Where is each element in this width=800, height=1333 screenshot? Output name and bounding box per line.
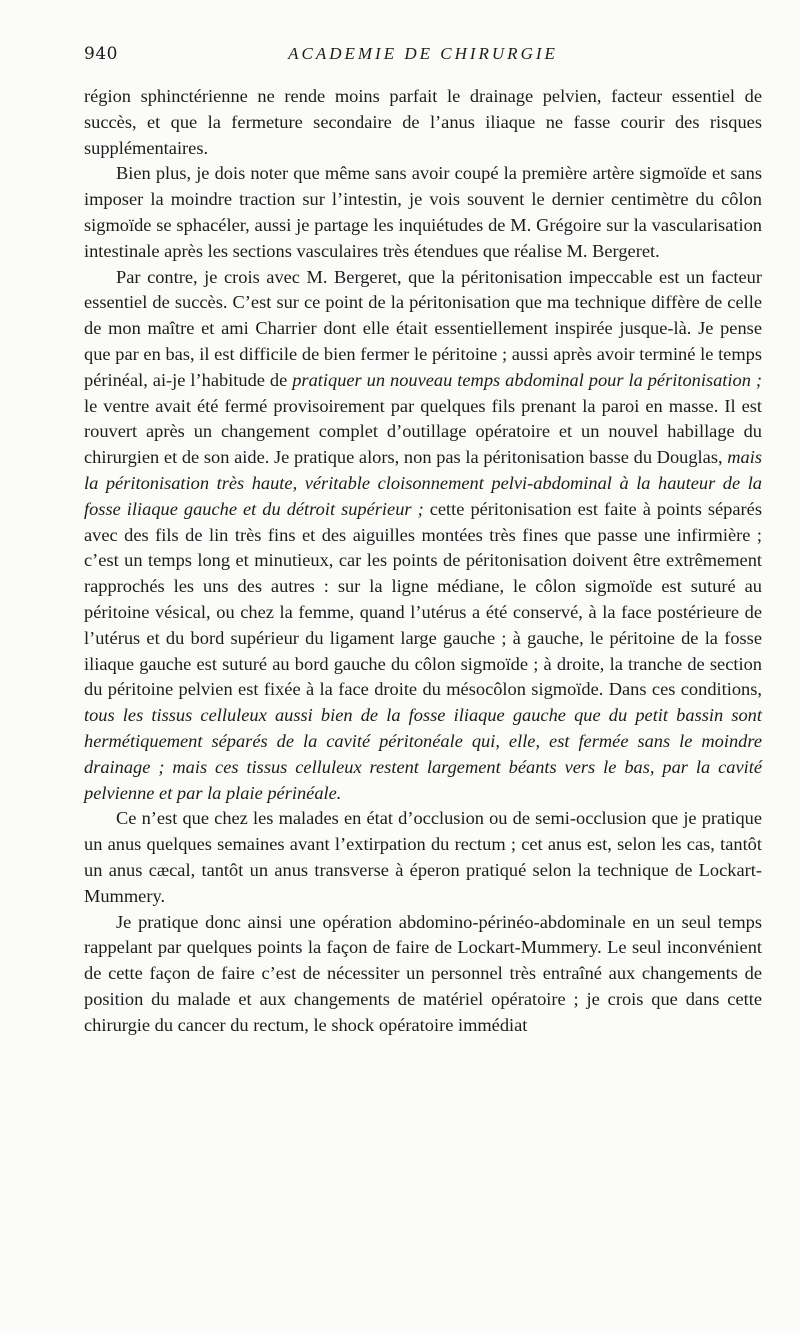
paragraph (84, 84, 762, 161)
text-run: Je pratique donc ainsi une opération abdomino-périnéo-abdominale en un seul temps rappelant par quelques points la façon de faire de Lockart-Mummery. Le seul inconvénient de cette façon de faire c’est de nécessiter un personnel très entraîné aux changements de position du malade et aux changements de matériel opératoire ; je crois que dans cette chirurgie du cancer du rectum, le shock opératoire immédiat (84, 911, 762, 1035)
paragraph (84, 806, 762, 909)
text-run: Par contre, je crois avec M. Bergeret, que la péritonisation impeccable est un facteur essentiel de succès. C’est sur ce point de la péritonisation que ma technique diffère de celle de mon maître et ami Charrier dont elle était essentiellement inspirée jusque-là. Je pense que par en bas, il est difficile de bien fermer le péritoine ; aussi après avoir terminé le temps périnéal, ai-je l’habitude de (84, 266, 762, 390)
running-title: ACADEMIE DE CHIRURGIE (288, 44, 558, 63)
paragraph (84, 265, 762, 807)
italic-text-run: pratiquer un nouveau temps abdominal pour la péritonisation ; (292, 369, 762, 390)
body-text (84, 84, 762, 1038)
page-header (84, 44, 762, 72)
text-run: cette péritonisation est faite à points séparés avec des fils de lin très fins et des aiguilles montées très fines que passe une infirmière ; c’est un temps long et minutieux, car les points de péritonisation doivent être extrêmement rapprochés les uns des autres : sur la ligne médiane, le côlon sigmoïde est suturé au péritoine vésical, ou chez la femme, quand l’utérus a été conservé, à la face postérieure de l’utérus et du bord supérieur du ligament large gauche ; à gauche, le péritoine de la fosse iliaque gauche est suturé au bord gauche du côlon sigmoïde ; à droite, la tranche de section du péritoine pelvien est fixée à la face droite du mésocôlon sigmoïde. Dans ces conditions, (84, 498, 762, 700)
paragraph (84, 910, 762, 1039)
text-run: Ce n’est que chez les malades en état d’occlusion ou de semi-occlusion que je pratique un anus quelques semaines avant l’extirpation du rectum ; cet anus est, selon les cas, tantôt un anus cæcal, tantôt un anus transverse à éperon pratiqué selon la technique de Lockart-Mummery. (84, 808, 762, 906)
text-run: Bien plus, je dois noter que même sans avoir coupé la première artère sigmoïde et sans imposer la moindre traction sur l’intestin, je vois souvent le dernier centimètre du côlon sigmoïde se sphacéler, aussi je partage les inquiétudes de M. Grégoire sur la vascularisation intestinale après les sections vasculaires très étendues que réalise M. Bergeret. (84, 163, 762, 261)
paragraph (84, 161, 762, 264)
italic-text-run: mais la péritonisation très haute, véritable cloisonnement pelvi-abdominal à la hauteur de la fosse iliaque gauche et du détroit supérieur ; (84, 447, 762, 519)
text-run: le ventre avait été fermé provisoirement par quelques fils prenant la paroi en masse. Il est rouvert après un changement complet d’outillage opératoire et un nouvel habillage du chirurgien et de son aide. Je pratique alors, non pas la péritonisation basse du Douglas, (84, 395, 762, 468)
italic-text-run: tous les tissus celluleux aussi bien de la fosse iliaque gauche que du petit bassin sont hermétiquement séparés de la cavité péritonéale qui, elle, est fermée sans le moindre drainage ; mais ces tissus celluleux restent largement béants vers le bas, par la cavité pelvienne et par la plaie périnéale. (84, 705, 762, 803)
page-number: 940 (84, 44, 118, 64)
text-run: région sphinctérienne ne rende moins parfait le drainage pelvien, facteur essentiel de succès, et que la fermeture secondaire de l’anus iliaque ne fasse courir des risques supplémentaires. (84, 86, 762, 158)
